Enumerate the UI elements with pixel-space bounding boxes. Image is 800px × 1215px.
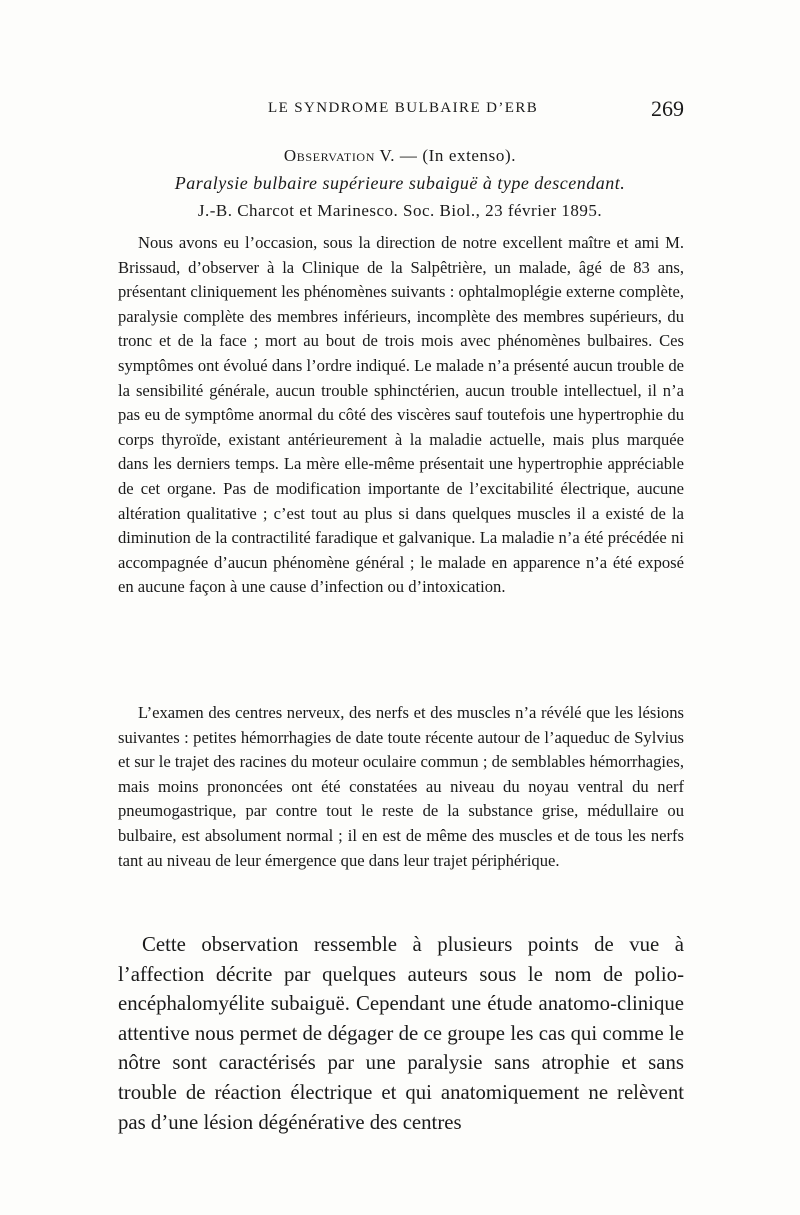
running-head — [118, 98, 684, 122]
page-number: 269 — [651, 96, 684, 121]
observation-paragraph-2: L’examen des centres nerveux, des nerfs et des muscles n’a révélé que les lésions suivantes : petites hémorrhagies de date toute récente autour de l’aqueduc de Sylvius et sur le trajet des racines du moteur oculaire commun ; de semblables hémorrhagies, mais moins prononcées ont été constatées au niveau du noyau ventral du nerf pneumogastrique, par contre tout le reste de la substance grise, médullaire ou bulbaire, est absolument normal ; il en est de même des muscles et de tous les nerfs tant au niveau de leur émergence que dans leur trajet périphérique. — [118, 703, 684, 870]
observation-subtitle: Paralysie bulbaire supérieure subaiguë à type descendant. — [174, 173, 626, 193]
observation-label: Observation — [283, 146, 375, 165]
observation-paragraph-1: Nous avons eu l’occasion, sous la direction de notre excellent maître et ami M. Brissaud, d’observer à la Clinique de la Salpêtrière, un malade, âgé de 83 ans, présentant cliniquement les phénomènes suivants : ophtalmoplégie externe complète, paralysie complète des membres inférieurs, incomplète des membres supérieurs, du tronc et de la face ; mort au bout de trois mois avec phénomènes bulbaires. Ces symptômes ont évolué dans l’ordre indiqué. Le malade n’a présenté aucun trouble de la sensibilité générale, aucun trouble sphinctérien, aucun trouble intellectuel, il n’a pas eu de symptôme anormal du côté des viscères sauf toutefois une hypertrophie du corps thyroïde, existant antérieurement à la maladie actuelle, mais plus marquée dans les derniers temps. La mère elle-même présentait une hypertrophie appréciable de cet organe. Pas de modification importante de l’excitabilité électrique, aucune altération qualitative ; c’est tout au plus si dans quelques muscles il a existé de la diminution de la contractilité faradique et galvanique. La maladie n’a été précédée ni accompagnée d’aucun phénomène général ; le malade en apparence n’a été exposé en aucune façon à une cause d’infection ou d’intoxication. — [118, 233, 684, 597]
observation-number: V. — (In extenso). — [379, 146, 517, 165]
running-title: LE SYNDROME BULBAIRE D’ERB — [268, 100, 539, 116]
commentary-paragraph: Cette observation ressemble à plusieurs points de vue à l’affection décrite par quelques auteurs sous le nom de polio-encéphalomyélite subaiguë. Cependant une étude anatomo-clinique attentive nous permet de dégager de ce groupe les cas qui comme le nôtre sont caractérisés par une paralysie sans atrophie et sans trouble de réaction électrique et qui anatomiquement ne relèvent pas d’une lésion dégénérative des centres — [118, 933, 684, 1134]
observation-title — [0, 146, 800, 166]
observation-citation: J.-B. Charcot et Marinesco. Soc. Biol., 23 février 1895. — [197, 201, 603, 220]
